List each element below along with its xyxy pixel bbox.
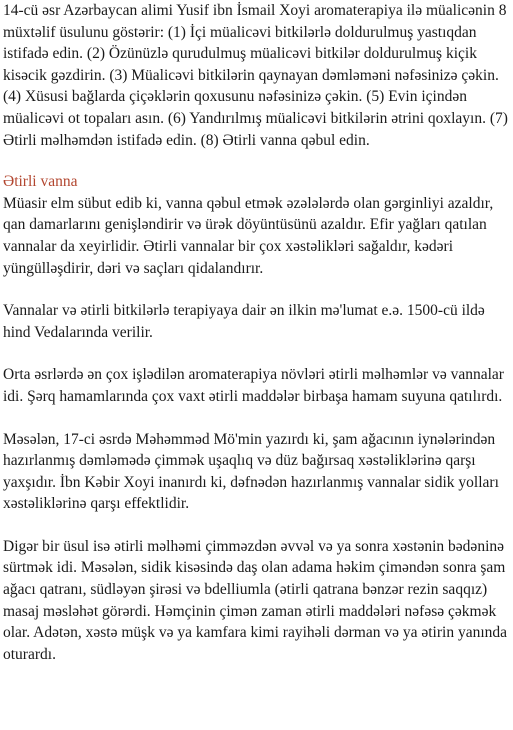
document-page (3, 0, 513, 665)
body-paragraph: Vannalar və ətirli bitkilərlə terapiyaya dair ən ilkin mə'lumat e.ə. 1500-cü ildə hind Vedalarında verilir. (3, 302, 485, 341)
body-paragraph: Məsələn, 17-ci əsrdə Məhəmməd Mö'min yazırdı ki, şam ağacının iynələrindən hazırlanmış dəmləmədə çimmək uşaqlıq və düz bağırsaq xəstəliklərinə qarşı yaxşıdır. İbn Kəbir Xoyi inanırdı ki, dəfnədən hazırlanmış vannalar sidik yolları xəstəliklərinə qarşı effektlidir. (3, 430, 499, 513)
section-heading: Ətirli vanna (3, 173, 78, 191)
body-paragraph: Müasir elm sübut edib ki, vanna qəbul etmək əzələlərdə olan gərginliyi azaldır, qan damarlarını genişləndirir və ürək döyüntüsünü azaldır. Efir yağları qatılan vannalar da xeyirlidir. Ətirli vannalar bir çox xəstəlikləri sağaldır, kədəri yüngülləşdirir, dəri və saçları qidalandırır. (3, 194, 494, 277)
body-paragraph: Digər bir üsul isə ətirli məlhəmi çimməzdən əvvəl və ya sonra xəstənin bədəninə sürtmək idi. Məsələn, sidik kisəsində daş olan adama həkim çiməndən sonra şam ağacı qatranı, südləyən şirəsi və bdelliumla (ətirli qatrana bənzər rezin saqqız) masaj məsləhət görərdi. Həmçinin çimən zaman ətirli maddələri nəfəsə çəkmək olar. Adətən, xəstə müşk və ya kamfara kimi rayihəli dərman və ya ətirin yanında oturardı. (3, 537, 508, 663)
body-paragraph: Orta əsrlərdə ən çox işlədilən aromaterapiya növləri ətirli məlhəmlər və vannalar idi. Şərq hamamlarında çox vaxt ətirli maddələr birbaşa hamam suyuna qatılırdı. (3, 366, 504, 405)
intro-paragraph: 14-cü əsr Azərbaycan alimi Yusif ibn İsmail Xoyi aromaterapiya ilə müalicənin 8 müxtəlif üsulunu göstərir: (1) İçi müalicəvi bitkilərlə doldurulmuş yastıqdan istifadə edin. (2) Özünüzlə qurudulmuş müalicəvi bitkilər doldurulmuş kiçik kisəcik gəzdirin. (3) Müalicəvi bitkilərin qaynayan dəmləməni nəfəsinizə çəkin. (4) Xüsusi bağlarda çiçəklərin qoxusunu nəfəsinizə çəkin. (5) Evin içindən müalicəvi ot topaları asın. (6) Yandırılmış müalicəvi bitkilərin ətrini qoxlayın. (7) Ətirli məlhəmdən istifadə edin. (8) Ətirli vanna qəbul edin. (3, 2, 508, 149)
